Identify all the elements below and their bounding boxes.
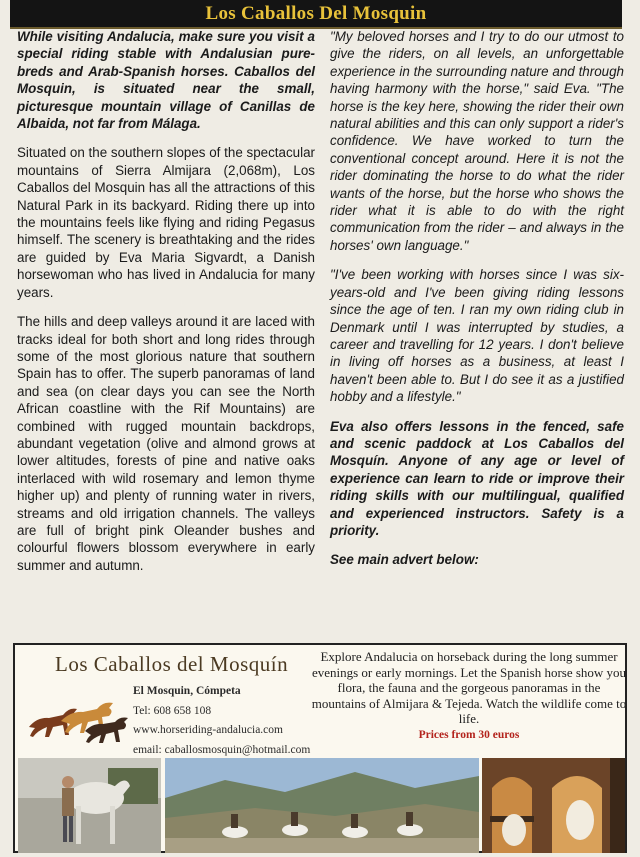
advert-blurb bbox=[311, 649, 627, 743]
advert-location: El Mosquin, Cómpeta bbox=[133, 685, 241, 697]
advert-contact-block bbox=[133, 682, 310, 760]
advert-blurb-text: Explore Andalucia on horseback during the long summer evenings or early mornings. Let the Spanish horse show you flora, the fauna and the gorgeous panoramas in the mountains of Almijara & Tejeda. Watch the wildlife come to life. bbox=[311, 649, 627, 726]
article-title: Los Caballos Del Mosquin bbox=[205, 3, 427, 24]
running-horses-logo-icon bbox=[23, 687, 133, 747]
lead-paragraph: While visiting Andalucia, make sure you visit a special riding stable with Andalusian pure-breds and Arab-Spanish horses. Caballos del Mosquin, is situated near the small, picturesque mountain village of Canillas de Albaida, not far from Málaga. bbox=[17, 29, 315, 132]
advert-box bbox=[13, 643, 627, 853]
advert-email: email: caballosmosquin@hotmail.com bbox=[133, 743, 311, 756]
article-header-bar bbox=[10, 0, 622, 29]
body-paragraph-1: Situated on the southern slopes of the spectacular mountains of Sierra Almijara (2,068m), Los Caballos del Mosquin has all the attractions of this Natural Park in its backyard. Riding there up into the mountains feels like flying and riding Pegasus himself. The scenery is breathtaking and the rides are guided by Eva Maria Sigvardt, a Danish horsewoman who has lived in Andalucia for many years. bbox=[17, 145, 315, 300]
quote-paragraph-2: "I've been working with horses since I was six-years-old and I've been giving riding lessons since the age of ten. I ran my own riding club in Denmark until I was interrupted by studies, a career and travelling for 12 years. I don't believe in living off horses as a business, at least I haven't been able to. But I do see it as a justified hobby and a lifestyle." bbox=[330, 267, 624, 405]
quote-paragraph-1: "My beloved horses and I try to do our utmost to give the riders, on all levels, an unforgettable experience in the surrounding nature and through having harmony with the horse," said Eva. "The horse is the key here, showing the rider their own natural abilities and this can only support a rider's confidence. We have worked to turn the conventional concept around. Here it is not the rider dominating the horse to do what the rider wants of the horse, but the horse who shows the rider what it is able to do with the right communication from the rider – and always in the horses' own language." bbox=[330, 29, 624, 253]
photo-riders-mountain-trail bbox=[165, 758, 479, 853]
advert-website: www.horseriding-andalucia.com bbox=[133, 724, 283, 736]
photo-horses-in-stable bbox=[482, 758, 625, 853]
lessons-paragraph: Eva also offers lessons in the fenced, safe and scenic paddock at Los Caballos del Mosquín. Anyone of any age or level of experience can learn to ride or improve their riding skills with our multilingual, qualified and experienced instructors. Safety is a priority. bbox=[330, 418, 624, 538]
right-column bbox=[330, 28, 624, 581]
body-paragraph-2: The hills and deep valleys around it are laced with tracks ideal for both short and long rides through some of the most glorious nature that southern Spain has to offer. The superb panoramas of land and sea (on clear days you can see the North African coastline with the Rif Mountains) are combined with rugged mountain backdrops, abundant vegetation (olive and almond grows at lower altitudes, forests of pine and native oaks interlaced with wild rosemary and lemon thyme higher up) and plenty of running water in rivers, streams and old irrigation channels. The valleys are full of bright pink Oleander bushes and colourful flowers blossom everywhere in early summer and autumn. bbox=[17, 314, 315, 573]
advert-logo-title: Los Caballos del Mosquín bbox=[55, 652, 289, 676]
photo-rider-with-horse bbox=[18, 758, 161, 853]
advert-price: Prices from 30 euros bbox=[418, 728, 520, 741]
advert-phone: Tel: 608 658 108 bbox=[133, 704, 212, 717]
see-advert-note: See main advert below: bbox=[330, 552, 479, 568]
left-column bbox=[17, 28, 315, 586]
